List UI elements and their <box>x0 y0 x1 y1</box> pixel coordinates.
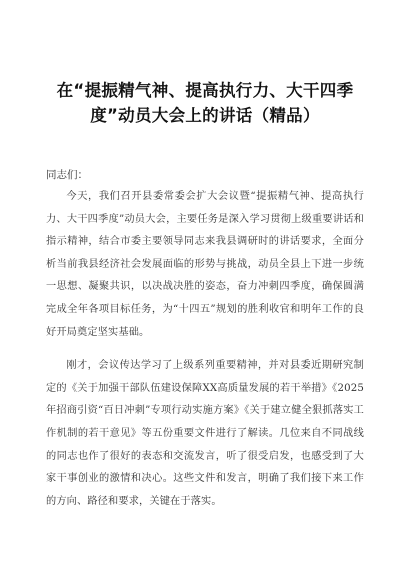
salutation: 同志们： <box>46 169 88 181</box>
document-title <box>46 78 364 128</box>
paragraph-2: 刚才，会议传达学习了上级系列重要精神，并对县委近期研究制定的《关于加强干部队伍建设保障XX高质量发展的若干举措》《2025年招商引资“百日冲刺”专项行动实施方案》《关于建立健全狠抓落实工作机制的若干意见》等五份重要文件进行了解读。几位来自不同战线的同志也作了很好的表态和交流发言，听了很受启发，也感受到了大家干事创业的激情和决心。这些文件和发言，明确了我们接下来工作的方向、路径和要求，关键在于落实。 <box>46 360 364 507</box>
document-title-line1: 在“提振精气神、提高执行力、大干四季 <box>56 81 354 100</box>
document-title-line2: 度”动员大会上的讲话（精品） <box>90 106 320 125</box>
paragraph-1: 今天，我们召开县委常委会扩大会议暨“提振精气神、提高执行力、大干四季度”动员大会，主要任务是深入学习贯彻上级重要讲话和指示精神，结合市委主要领导同志来我县调研时的讲话要求，全面分析当前我县经济社会发展面临的形势与挑战，动员全县上下进一步统一思想、凝聚共识，以决战决胜的姿态，奋力冲刺四季度，确保圆满完成全年各项目标任务，为“十四五”规划的胜利收官和明年工作的良好开局奠定坚实基础。 <box>46 191 364 338</box>
